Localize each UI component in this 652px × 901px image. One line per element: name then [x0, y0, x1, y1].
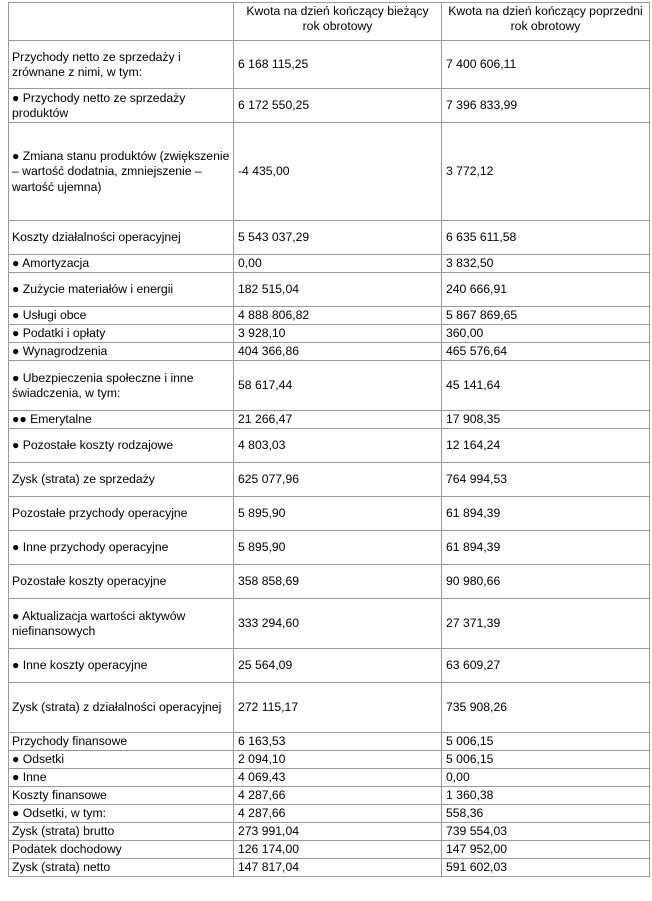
row-previous-value: 12 164,24 [442, 429, 650, 463]
row-current-value: 21 266,47 [234, 411, 442, 429]
row-current-value: 333 294,60 [234, 599, 442, 649]
row-previous-value: 5 006,15 [442, 751, 650, 769]
row-current-value: 2 094,10 [234, 751, 442, 769]
row-current-value: 5 895,90 [234, 531, 442, 565]
row-current-value: 58 617,44 [234, 361, 442, 411]
row-label: ● Aktualizacja wartości aktywów niefinansowych [9, 599, 234, 649]
header-row [9, 3, 650, 41]
row-current-value: 4 069,43 [234, 769, 442, 787]
table-row [9, 463, 650, 497]
row-label: ● Podatki i opłaty [9, 325, 234, 343]
row-previous-value: 27 371,39 [442, 599, 650, 649]
row-previous-value: 61 894,39 [442, 497, 650, 531]
row-previous-value: 5 867 869,65 [442, 307, 650, 325]
financial-statement-table [8, 2, 650, 877]
row-previous-value: 360,00 [442, 325, 650, 343]
row-previous-value: 7 400 606,11 [442, 41, 650, 89]
row-previous-value: 1 360,38 [442, 787, 650, 805]
table-row [9, 429, 650, 463]
row-label: Zysk (strata) brutto [9, 823, 234, 841]
row-current-value: 6 168 115,25 [234, 41, 442, 89]
row-current-value: 126 174,00 [234, 841, 442, 859]
row-current-value: 273 991,04 [234, 823, 442, 841]
row-label: Pozostałe koszty operacyjne [9, 565, 234, 599]
row-label: ● Amortyzacja [9, 255, 234, 273]
row-current-value: 147 817,04 [234, 859, 442, 877]
row-previous-value: 5 006,15 [442, 733, 650, 751]
table-row [9, 769, 650, 787]
row-label: ● Wynagrodzenia [9, 343, 234, 361]
table-row [9, 787, 650, 805]
row-current-value: 5 543 037,29 [234, 221, 442, 255]
table-row [9, 41, 650, 89]
row-label: ● Odsetki, w tym: [9, 805, 234, 823]
table-row [9, 361, 650, 411]
table-row [9, 751, 650, 769]
row-current-value: 3 928,10 [234, 325, 442, 343]
row-current-value: 4 287,66 [234, 805, 442, 823]
header-previous-year: Kwota na dzień kończący poprzedni rok obrotowy [442, 3, 650, 41]
row-previous-value: 465 576,64 [442, 343, 650, 361]
row-label: Zysk (strata) z działalności operacyjnej [9, 683, 234, 733]
table-row [9, 565, 650, 599]
row-current-value: 358 858,69 [234, 565, 442, 599]
table-row [9, 221, 650, 255]
table-row [9, 325, 650, 343]
row-current-value: 6 172 550,25 [234, 89, 442, 123]
row-previous-value: 591 602,03 [442, 859, 650, 877]
row-label: Koszty finansowe [9, 787, 234, 805]
row-current-value: 625 077,96 [234, 463, 442, 497]
row-label: Przychody netto ze sprzedaży i zrównane z nimi, w tym: [9, 41, 234, 89]
row-label: ● Inne koszty operacyjne [9, 649, 234, 683]
row-previous-value: 17 908,35 [442, 411, 650, 429]
row-previous-value: 240 666,91 [442, 273, 650, 307]
row-previous-value: 63 609,27 [442, 649, 650, 683]
table-row [9, 599, 650, 649]
table-row [9, 411, 650, 429]
row-previous-value: 735 908,26 [442, 683, 650, 733]
row-current-value: 6 163,53 [234, 733, 442, 751]
row-previous-value: 0,00 [442, 769, 650, 787]
row-current-value: 0,00 [234, 255, 442, 273]
row-label: Koszty działalności operacyjnej [9, 221, 234, 255]
row-label: ●● Emerytalne [9, 411, 234, 429]
table-row [9, 497, 650, 531]
row-label: ● Odsetki [9, 751, 234, 769]
table-row [9, 89, 650, 123]
row-label: ● Pozostałe koszty rodzajowe [9, 429, 234, 463]
row-label: ● Ubezpieczenia społeczne i inne świadczenia, w tym: [9, 361, 234, 411]
table-row [9, 805, 650, 823]
row-label: Przychody finansowe [9, 733, 234, 751]
row-previous-value: 558,36 [442, 805, 650, 823]
row-label: Zysk (strata) netto [9, 859, 234, 877]
row-previous-value: 90 980,66 [442, 565, 650, 599]
row-label: ● Zużycie materiałów i energii [9, 273, 234, 307]
row-previous-value: 739 554,03 [442, 823, 650, 841]
row-current-value: 4 803,03 [234, 429, 442, 463]
row-previous-value: 147 952,00 [442, 841, 650, 859]
row-current-value: 5 895,90 [234, 497, 442, 531]
table-row [9, 683, 650, 733]
header-label-cell [9, 3, 234, 41]
row-previous-value: 61 894,39 [442, 531, 650, 565]
row-label: ● Inne [9, 769, 234, 787]
row-current-value: 25 564,09 [234, 649, 442, 683]
row-current-value: 404 366,86 [234, 343, 442, 361]
row-current-value: -4 435,00 [234, 123, 442, 221]
row-current-value: 272 115,17 [234, 683, 442, 733]
row-previous-value: 6 635 611,58 [442, 221, 650, 255]
table-row [9, 859, 650, 877]
row-label: Zysk (strata) ze sprzedaży [9, 463, 234, 497]
table-row [9, 273, 650, 307]
table-row [9, 649, 650, 683]
table-row [9, 343, 650, 361]
row-label: Podatek dochodowy [9, 841, 234, 859]
row-previous-value: 3 832,50 [442, 255, 650, 273]
row-previous-value: 3 772,12 [442, 123, 650, 221]
row-label: Pozostałe przychody operacyjne [9, 497, 234, 531]
table-row [9, 531, 650, 565]
table-row [9, 733, 650, 751]
row-previous-value: 7 396 833,99 [442, 89, 650, 123]
row-current-value: 4 888 806,82 [234, 307, 442, 325]
row-current-value: 4 287,66 [234, 787, 442, 805]
table-row [9, 123, 650, 221]
table-row [9, 841, 650, 859]
row-label: ● Usługi obce [9, 307, 234, 325]
row-current-value: 182 515,04 [234, 273, 442, 307]
table-row [9, 823, 650, 841]
row-label: ● Inne przychody operacyjne [9, 531, 234, 565]
row-previous-value: 45 141,64 [442, 361, 650, 411]
row-label: ● Przychody netto ze sprzedaży produktów [9, 89, 234, 123]
header-current-year: Kwota na dzień kończący bieżący rok obrotowy [234, 3, 442, 41]
row-previous-value: 764 994,53 [442, 463, 650, 497]
table-row [9, 307, 650, 325]
row-label: ● Zmiana stanu produktów (zwiększenie – wartość dodatnia, zmniejszenie – wartość ujemna) [9, 123, 234, 221]
table-row [9, 255, 650, 273]
